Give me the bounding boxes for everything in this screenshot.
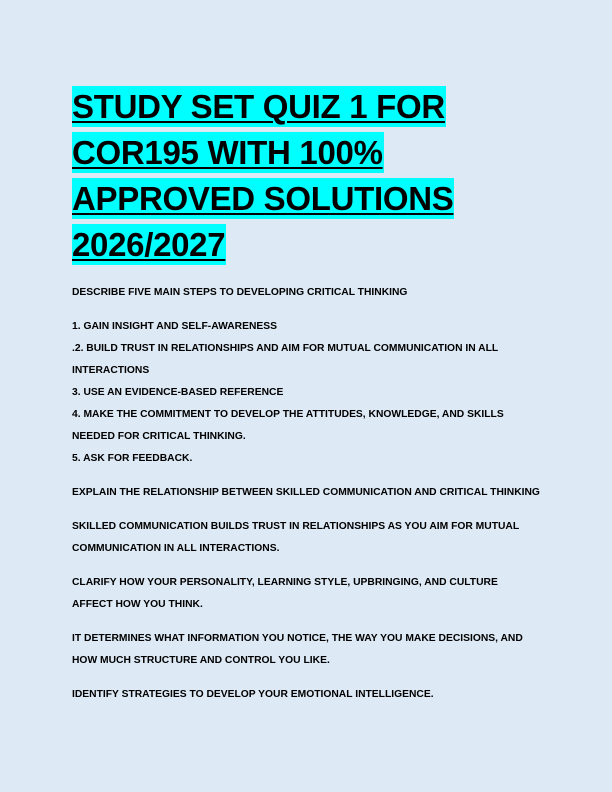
list-item: 4. MAKE THE COMMITMENT TO DEVELOP THE ATTITUDES, KNOWLEDGE, AND SKILLS NEEDED FOR CRITICAL THINKING. <box>72 409 504 442</box>
list-item: 5. ASK FOR FEEDBACK. <box>72 453 193 464</box>
title-highlight: STUDY SET QUIZ 1 FOR COR195 WITH 100% APPROVED SOLUTIONS 2026/2027 <box>72 88 454 263</box>
list-item: 1. GAIN INSIGHT AND SELF-AWARENESS <box>72 321 278 332</box>
list-item: .2. BUILD TRUST IN RELATIONSHIPS AND AIM FOR MUTUAL COMMUNICATION IN ALL INTERACTIONS <box>72 343 498 376</box>
document-title <box>72 84 540 268</box>
answer-communication-relationship: SKILLED COMMUNICATION BUILDS TRUST IN RELATIONSHIPS AS YOU AIM FOR MUTUAL COMMUNICATION IN ALL INTERACTIONS. <box>72 521 519 554</box>
question-communication-relationship: EXPLAIN THE RELATIONSHIP BETWEEN SKILLED COMMUNICATION AND CRITICAL THINKING <box>72 487 540 498</box>
question-five-steps: DESCRIBE FIVE MAIN STEPS TO DEVELOPING CRITICAL THINKING <box>72 287 408 298</box>
answer-personality-thinking: IT DETERMINES WHAT INFORMATION YOU NOTICE, THE WAY YOU MAKE DECISIONS, AND HOW MUCH STRUCTURE AND CONTROL YOU LIKE. <box>72 633 523 666</box>
list-item: 3. USE AN EVIDENCE-BASED REFERENCE <box>72 387 284 398</box>
question-personality-thinking: CLARIFY HOW YOUR PERSONALITY, LEARNING STYLE, UPBRINGING, AND CULTURE AFFECT HOW YOU THINK. <box>72 577 498 610</box>
answer-five-steps-list <box>72 316 540 470</box>
question-emotional-intelligence: IDENTIFY STRATEGIES TO DEVELOP YOUR EMOTIONAL INTELLIGENCE. <box>72 689 434 700</box>
